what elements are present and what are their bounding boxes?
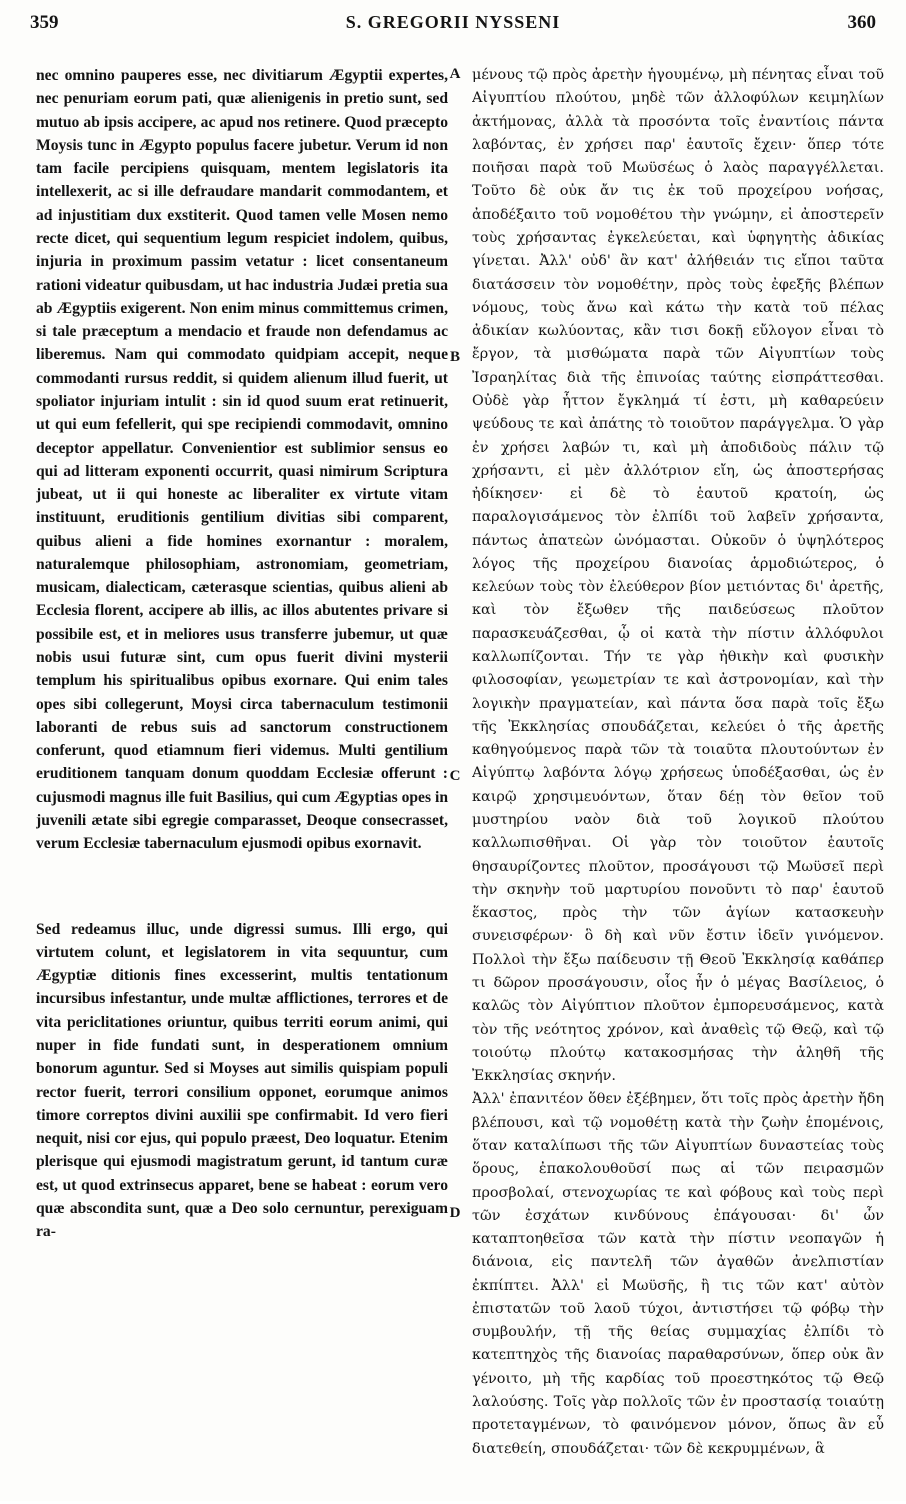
margin-marker-b: B: [449, 349, 460, 365]
page-number-right: 360: [847, 12, 876, 33]
latin-column: [36, 64, 448, 1504]
greek-paragraph-2: Ἀλλ' ἐπανιτέον ὅθεν ἐξέβημεν, ὅτι τοῖς πρὸς ἀρετὴν ἤδη βλέπουσι, καὶ τῷ νομοθέτῃ κατὰ τὴν ζωὴν ἑπομένοις, ὅταν καταλίπωσι τῆς τῶν Αἰγυπτίων δυναστείας τοὺς ὅρους, ἐπακολουθοῦσί πως αἱ τῶν πειρασμῶν προσβολαί, στενοχωρίας τε καὶ φόβους καὶ τοὺς περὶ τῶν ἐσχάτων κινδύνους ἐπάγουσαι· δι' ὧν καταπτοηθεῖσα τῶν κατὰ τὴν πίστιν νεοπαγῶν ἡ διάνοια, εἰς παντελῆ τῶν ἀγαθῶν ἀνελπιστίαν ἐκπίπτει. Ἀλλ' εἰ Μωϋσῆς, ἢ τις τῶν κατ' αὐτὸν ἐπιστατῶν τοῦ λαοῦ τύχοι, ἀντιστήσει τῷ φόβῳ τὴν συμβουλήν, τῇ τῆς θείας συμμαχίας ἐλπίδι τὸ κατεπτηχὸς τῆς διανοίας παραθαρσύνων, ὅπερ οὐκ ἂν γένοιτο, μὴ τῆς καρδίας τοῦ προεστηκότος τῷ Θεῷ λαλούσης. Τοῖς γὰρ πολλοῖς τῶν ἐν προστασίᾳ τοιαύτῃ προτεταγμένων, τὸ φαινόμενον μόνον, ὅπως ἂν εὖ διατεθείη, σπουδάζεται· τῶν δὲ κεκρυμμένων, ἃ: [472, 1091, 884, 1457]
greek-paragraph-1: μένους τῷ πρὸς ἀρετὴν ἡγουμένῳ, μὴ πένητας εἶναι τοῦ Αἰγυπτίου πλούτου, μηδὲ τῶν ἀλλοφύλων κειμηλίων ἀκτήμονας, ἀλλὰ τὰ προσόντα τοῖς ἐναντίοις πάντα λαβόντας, ἐν χρήσει παρ' ἑαυτοῖς ἔχειν· ὅπερ τότε ποιῆσαι παρὰ τοῦ Μωϋσέως ὁ λαὸς παραγγέλλεται. Τοῦτο δὲ οὐκ ἄν τις ἐκ τοῦ προχείρου νοήσας, ἀποδέξαιτο τοῦ νομοθέτου τὴν γνώμην, εἰ ἀποστερεῖν τοὺς χρήσαντας ἐγκελεύεται, καὶ ὑφηγητὴς ἀδικίας γίνεται. Ἀλλ' οὐδ' ἂν κατ' ἀλήθειάν τις εἴποι ταῦτα διατάσσειν τὸν νομοθέτην, πρὸς τοὺς ἐφεξῆς βλέπων νόμους, τοὺς ἄνω καὶ κάτω τὴν κατὰ τοῦ πέλας ἀδικίαν κωλύοντας, κἂν τισι δοκῇ εὔλογον εἶναι τὸ ἔργον, τὰ μισθώματα παρὰ τῶν Αἰγυπτίων τοὺς Ἰσραηλίτας διὰ τῆς ἐπινοίας ταύτης εἰσπράττεσθαι. Οὐδὲ γὰρ ἧττον ἔγκλημά τί ἐστι, μὴ καθαρεύειν ψεύδους τε καὶ ἀπάτης τὸ τοιοῦτον παράγγελμα. Ὁ γὰρ ἐν χρήσει λαβών τι, καὶ μὴ ἀποδιδοὺς πάλιν τῷ χρήσαντι, εἰ μὲν ἀλλότριον εἴη, ὡς ἀποστερήσας ἠδίκησεν· εἰ δὲ τὸ ἑαυτοῦ κρατοίη, ὡς παραλογισάμενος τὸν ἐλπίδι τοῦ λαβεῖν χρήσαντα, πάντως ἀπατεὼν ὠνόμασται. Οὐκοῦν ὁ ὑψηλότερος λόγος τῆς προχείρου διανοίας ἁρμοδιώτερος, ὁ κελεύων τοὺς τὸν ἐλεύθερον βίον μετιόντας δι' ἀρετῆς, καὶ τὸν ἔξωθεν τῆς παιδεύσεως πλοῦτον παρασκευάζεσθαι, ᾧ οἱ κατὰ τὴν πίστιν ἀλλόφυλοι καλλωπίζονται. Τήν τε γὰρ ἠθικὴν καὶ φυσικὴν φιλοσοφίαν, γεωμετρίαν τε καὶ ἀστρονομίαν, καὶ τὴν λογικὴν πραγματείαν, καὶ πάντα ὅσα παρὰ τοῖς ἔξω τῆς Ἐκκλησίας σπουδάζεται, κελεύει ὁ τῆς ἀρετῆς καθηγούμενος παρὰ τῶν τὰ τοιαῦτα πλουτούντων ἐν Αἰγύπτῳ λαβόντα λόγῳ χρήσεως ὑποδέξασθαι, ὡς ἐν καιρῷ χρησιμευόντων, ὅταν δέῃ τὸν θεῖον τοῦ μυστηρίου ναὸν διὰ τοῦ λογικοῦ πλούτου καλλωπισθῆναι. Οἱ γὰρ τὸν τοιοῦτον ἑαυτοῖς θησαυρίζοντες πλοῦτον, προσάγουσι τῷ Μωϋσεῖ περὶ τὴν σκηνὴν τοῦ μαρτυρίου πονοῦντι τὸ παρ' ἑαυτοῦ ἕκαστος, πρὸς τὴν τῶν ἁγίων κατασκευὴν συνεισφέρων· ὃ δὴ καὶ νῦν ἔστιν ἰδεῖν γινόμενον. Πολλοὶ τὴν ἔξω παίδευσιν τῇ Θεοῦ Ἐκκλησίᾳ καθάπερ τι δῶρον προσάγουσιν, οἷος ἦν ὁ μέγας Βασίλειος, ὁ καλῶς τὸν Αἰγύπτιον πλοῦτον ἐμπορευσάμενος, κατὰ τὸν τῆς νεότητος χρόνον, καὶ ἀναθεὶς τῷ Θεῷ, καὶ τῷ τοιούτῳ πλούτῳ κατακοσμήσας τὴν ἀληθῆ τῆς Ἐκκλησίας σκηνήν.: [472, 67, 884, 1085]
greek-column: [472, 64, 884, 1504]
latin-paragraph-2: Sed redeamus illuc, unde digressi sumus. Illi ergo, qui virtutem colunt, et legislatorem in vita sequuntur, cum Ægyptiæ ditionis fines excesserint, multis tentationum incursibus infestantur, unde multæ afflictiones, terrores et de vita periclitationes oriuntur, quibus territi eorum animi, qui nuper in fide fundati sunt, in desperationem omnium bonorum aguntur. Sed si Moyses aut similis quispiam populi rector fuerit, terrori consilium opponet, eorumque animos timore correptos divini auxilii spe confirmabit. Id vero fieri nequit, nisi cor ejus, qui populo præest, Deo loquatur. Etenim plerisque qui ejusmodi magistratum gerunt, id tantum curæ est, ut quod extrinsecus apparet, bene se habeat : eorum vero quæ abscondita sunt, quæ a Deo solo cernuntur, perexiguam ra-: [36, 920, 448, 1241]
margin-marker-a: A: [449, 66, 461, 82]
latin-paragraph-1: nec omnino pauperes esse, nec divitiarum Ægyptii expertes, nec penuriam eorum pati, quæ alienigenis in pretio sunt, sed mutuo ab ipsis accipere, ac apud nos retinere. Quod præcepto Moysis tunc in Ægypto populus facere jubetur. Verum id non tam facile percipiens quisquam, mentem legislatoris ita intellexerit, ac si ille defraudare mandarit commodantem, et ad injustitiam dux exstiterit. Quod tamen velle Mosen nemo recte dicet, qui sequentium legum respiciet indolem, quibus, injuria in proximum passim vetatur : licet consentaneum rationi videatur quibusdam, ut hac industria Judæi pretia sua ab Ægyptiis exigerent. Non enim minus committemus crimen, si tale præceptum a mendacio et fraude non defendamus ac liberemus. Nam qui commodato quidpiam accepit, neque commodanti rursus reddit, si quidem alienum illud fuerit, ut spoliator injuriam intulit : sin id quod suum erat retinuerit, ut qui eum fefellerit, qui spe recipiendi commodavit, omnino deceptor appellatur. Convenientior est sublimior sensus eo qui ad litteram exponenti occurrit, quasi nimirum Scriptura jubeat, ut ii qui honeste ac liberaliter ex virtute vitam instituunt, eruditionis gentilium divitias sibi comparent, quibus alieni a fide homines exornantur : moralem, naturalemque philosophiam, astronomiam, geometriam, musicam, dialecticam, cæterasque scientias, quibus alieni ab Ecclesia florent, accipere ab illis, ac illos abutentes privare si possibile est, et in meliores usus transferre jubemur, ut quæ nobis usui futuræ sint, cum opus fuerit divini mysterii templum his spiritualibus opibus exornare. Qui enim tales opes sibi collegerunt, Moysi circa tabernaculum testimonii laboranti de rebus suis ad sanctorum constructionem conferunt, quod etiamnum fieri videmus. Multi gentilium eruditionem tanquam donum quoddam Ecclesiæ offerunt : cujusmodi magnus ille fuit Basilius, qui cum Ægyptias opes in juvenili ætate sibi egregie comparasset, Deoque consecrasset, verum Ecclesiæ tabernaculum ejusmodi opibus exornavit.: [36, 67, 448, 853]
page-number-left: 359: [30, 12, 59, 33]
paragraph-gap: [36, 856, 448, 918]
margin-marker-d: D: [449, 1205, 461, 1221]
margin-marker-c: C: [449, 768, 461, 784]
page-header: [30, 8, 876, 38]
running-title: S. GREGORII NYSSENI: [345, 12, 561, 32]
